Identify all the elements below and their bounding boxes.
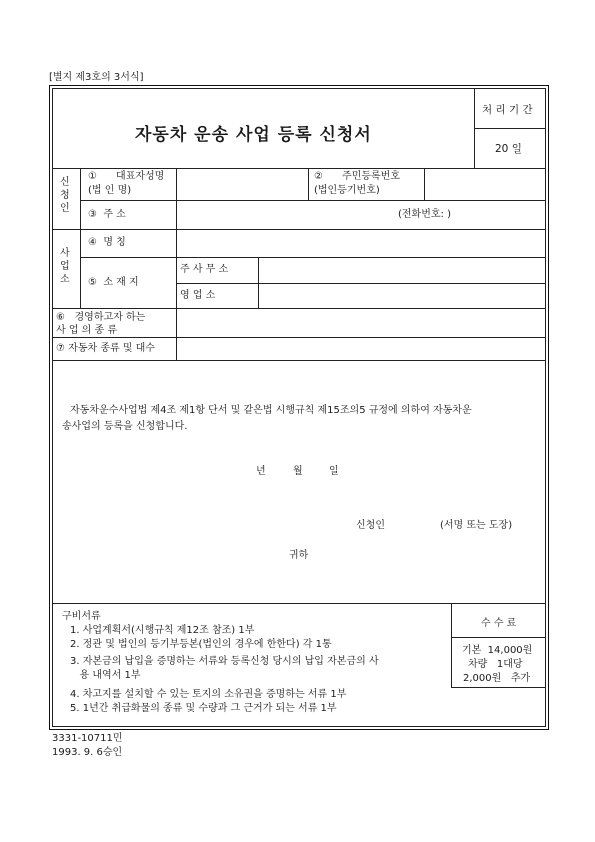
- address-field[interactable]: [178, 202, 388, 227]
- divider: [308, 168, 309, 200]
- head-office-label: 주 사 무 소: [180, 264, 229, 275]
- office-name-field[interactable]: [178, 231, 544, 255]
- divider: [52, 360, 546, 361]
- divider: [176, 168, 177, 360]
- branch-office-field[interactable]: [260, 285, 544, 306]
- divider: [258, 257, 259, 308]
- vehicle-label: ⑦ 자동차 종류 및 대수: [56, 343, 155, 354]
- footer-approval-date: 1993. 9. 6승인: [52, 747, 123, 758]
- documents-header: 구비서류: [62, 611, 101, 622]
- page-title: 자동차 운송 사업 등록 신청서: [135, 125, 372, 145]
- document-item-2: 2. 정관 및 법인의 등기부등본(법인의 경우에 한한다) 각 1통: [70, 639, 332, 650]
- signature-seal-label: (서명 또는 도장): [440, 520, 513, 531]
- business-type-field[interactable]: [178, 310, 544, 335]
- date-month: 월: [293, 466, 303, 477]
- form-label: [별지 제3호의 3서식]: [49, 72, 144, 83]
- divider: [80, 168, 81, 308]
- vehicle-field[interactable]: [178, 339, 544, 358]
- rep-name-label: ① 대표자성명: [88, 171, 165, 182]
- corp-name-label: (법 인 명): [88, 185, 132, 196]
- document-item-1: 1. 사업계획서(시행규칙 제12조 참조) 1부: [70, 625, 255, 636]
- divider: [52, 308, 546, 309]
- applicant-section-label: 신 청 인: [60, 177, 70, 214]
- statement-line-2: 송사업의 등록을 신청합니다.: [62, 421, 188, 432]
- branch-office-label: 영 업 소: [180, 290, 216, 301]
- divider: [80, 200, 546, 201]
- corp-reg-label: (법인등기번호): [314, 185, 380, 196]
- divider: [451, 637, 546, 638]
- document-item-4: 4. 차고지를 설치할 수 있는 토지의 소유권을 증명하는 서류 1부: [70, 689, 347, 700]
- divider: [80, 257, 546, 258]
- divider: [474, 128, 546, 129]
- fee-line-3: 2,000원 추가: [463, 673, 531, 684]
- office-location-label: ⑤ 소 재 지: [88, 277, 139, 288]
- processing-period-value: 20 일: [495, 143, 522, 155]
- business-type-label: ⑥ 경영하고자 하는 사 업 의 종 류: [56, 312, 146, 336]
- document-item-3: 3. 자본금의 납입을 증명하는 서류와 등록신청 당시의 납입 자본금의 사: [70, 656, 379, 667]
- divider: [52, 229, 546, 230]
- divider: [52, 168, 546, 169]
- rep-name-field[interactable]: [178, 170, 306, 198]
- date-year: 년: [256, 466, 266, 477]
- address-label: ③ 주 소: [88, 209, 126, 220]
- applicant-signature-label: 신청인: [356, 520, 385, 531]
- fee-line-2: 차량 1대당: [468, 659, 523, 670]
- document-item-3-cont: 용 내역서 1부: [70, 670, 141, 681]
- office-section-label: 사 업 소: [60, 248, 70, 285]
- date-day: 일: [329, 466, 339, 477]
- addressee-label: 귀하: [289, 550, 309, 561]
- head-office-field[interactable]: [260, 259, 544, 281]
- resident-no-label: ② 주민등록번호: [314, 171, 401, 182]
- divider: [176, 283, 546, 284]
- office-name-label: ④ 명 칭: [88, 237, 126, 248]
- fee-label: 수 수 료: [481, 618, 517, 629]
- phone-label: (전화번호: ): [398, 209, 451, 220]
- document-item-5: 5. 1년간 취급화물의 종류 및 수량과 그 근거가 되는 서류 1부: [70, 703, 337, 714]
- footer-form-number: 3331-10711민: [52, 733, 123, 744]
- resident-no-field[interactable]: [426, 170, 544, 198]
- divider: [52, 603, 546, 604]
- divider: [451, 687, 546, 688]
- divider: [52, 337, 546, 338]
- statement-line-1: 자동차운수사업법 제4조 제1항 단서 및 같은법 시행규칙 제15조의5 규정에 의하여 자동차운: [70, 405, 472, 416]
- processing-period-label: 처 리 기 간: [482, 104, 533, 116]
- divider: [424, 168, 425, 200]
- fee-line-1: 기본 14,000원: [462, 645, 533, 656]
- divider: [451, 603, 452, 687]
